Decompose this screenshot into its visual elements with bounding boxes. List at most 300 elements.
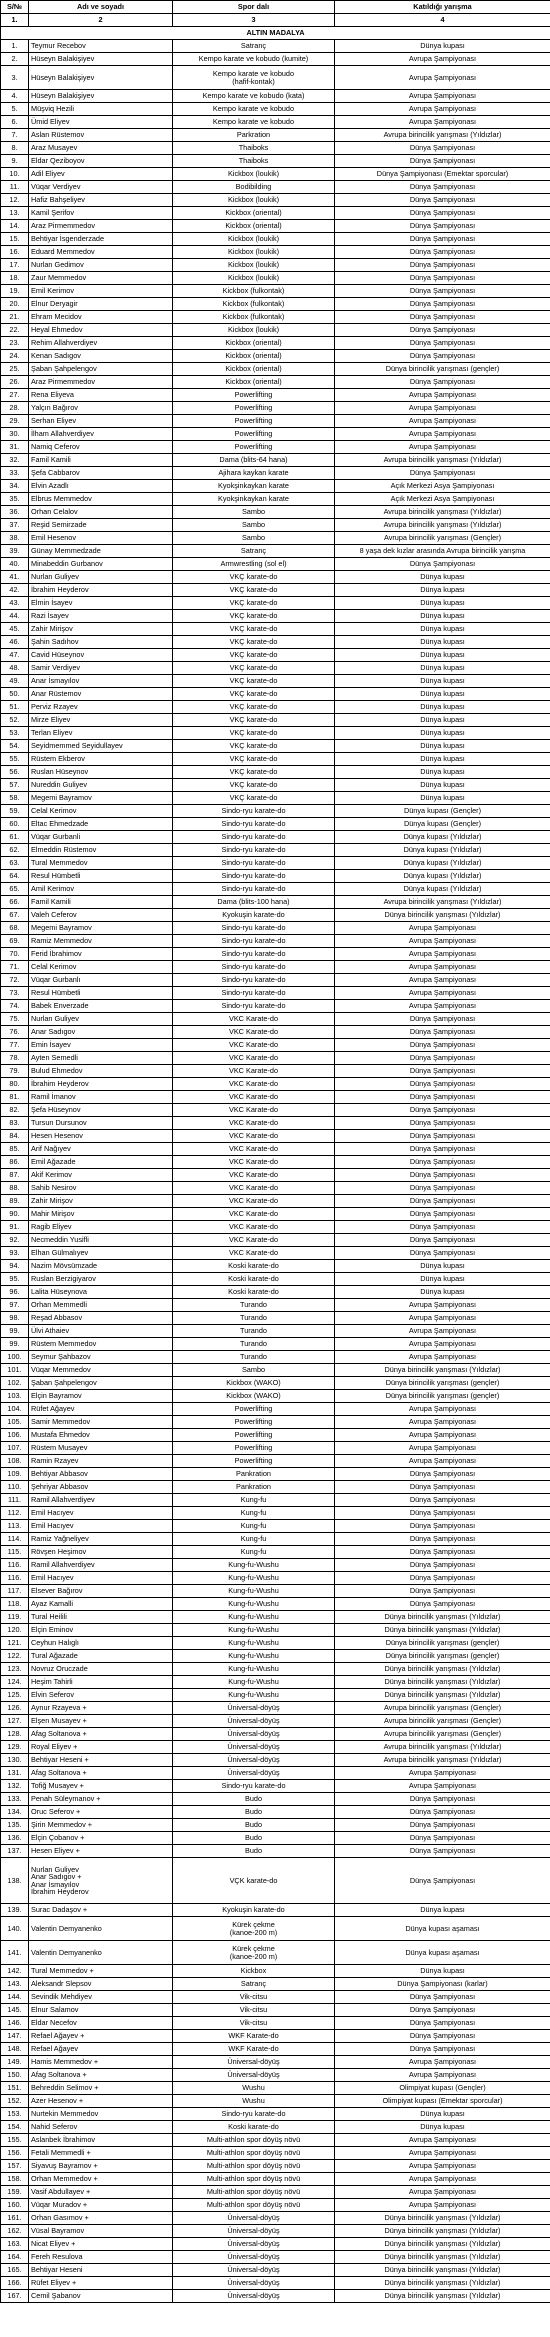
- row-number: 127.: [1, 1715, 29, 1728]
- sport-cell: [173, 961, 335, 974]
- athlete-name: Eldar Necefov: [31, 2018, 77, 2028]
- athlete-name-cell: [29, 1689, 173, 1702]
- athlete-name: Elşen Musayev +: [31, 1716, 87, 1726]
- sport-name: Kickbox (loukik): [227, 260, 280, 270]
- sport-name: VKC Karate-do: [228, 1079, 279, 1089]
- table-row: [1, 597, 550, 610]
- row-number: 34.: [1, 480, 29, 493]
- athlete-name-cell: [29, 285, 173, 298]
- athlete-name: Ragib Eliyev: [31, 1222, 72, 1232]
- competition: Dünya Şampiyonası (karlar): [335, 1978, 550, 1991]
- row-number: 60.: [1, 818, 29, 831]
- row-number: 123.: [1, 1663, 29, 1676]
- competition: Dünya kupası: [335, 753, 550, 766]
- athlete-name-cell: [29, 1468, 173, 1481]
- sport-name: Powerlifting: [234, 1443, 273, 1453]
- athlete-name-cell: [29, 129, 173, 142]
- table-row: [1, 272, 550, 285]
- competition: Dünya Şampiyonası: [335, 1130, 550, 1143]
- sport-cell: [173, 2212, 335, 2225]
- competition: Dünya Şampiyonası: [335, 1507, 550, 1520]
- sport-cell: [173, 311, 335, 324]
- table-row: [1, 519, 550, 532]
- athlete-name-cell: [29, 1637, 173, 1650]
- sport-cell: [173, 1715, 335, 1728]
- athlete-name-cell: [29, 974, 173, 987]
- sport-name: VKC Karate-do: [228, 1196, 279, 1206]
- competition: Dünya Şampiyonası: [335, 1143, 550, 1156]
- athlete-name-cell: [29, 2199, 173, 2212]
- athlete-name-cell: [29, 1416, 173, 1429]
- sport-cell: [173, 220, 335, 233]
- competition: Avrupa Şampiyonası: [335, 987, 550, 1000]
- table-row: [1, 740, 550, 753]
- athlete-name: Tural Heilili: [31, 1612, 67, 1622]
- row-number: 80.: [1, 1078, 29, 1091]
- sport-name: Kickbox (loukik): [227, 195, 280, 205]
- athlete-name-cell: [29, 207, 173, 220]
- athlete-name-cell: [29, 337, 173, 350]
- column-number-row: [1, 14, 550, 27]
- table-row: [1, 40, 550, 53]
- competition: Dünya kupası: [335, 40, 550, 53]
- athlete-name: Eltac Ehmedzade: [31, 819, 89, 829]
- athlete-name-cell: [29, 1455, 173, 1468]
- row-number: 144.: [1, 1991, 29, 2004]
- sport-cell: [173, 1754, 335, 1767]
- sport-name: Dama (blits-100 hana): [217, 897, 290, 907]
- table-row: [1, 324, 550, 337]
- sport-cell: [173, 1689, 335, 1702]
- sport-cell: [173, 779, 335, 792]
- sport-name: Powerlifting: [234, 1417, 273, 1427]
- sport-name: VKC Karate-do: [228, 1183, 279, 1193]
- row-number: 116.: [1, 1572, 29, 1585]
- sport-cell: [173, 1390, 335, 1403]
- sport-cell: [173, 1494, 335, 1507]
- sport-cell: [173, 2043, 335, 2056]
- table-row: [1, 363, 550, 376]
- row-number: 78.: [1, 1052, 29, 1065]
- sport-name: Turando: [240, 1313, 267, 1323]
- sport-cell: [173, 727, 335, 740]
- competition: Dünya Şampiyonası: [335, 1832, 550, 1845]
- athlete-name-cell: [29, 1624, 173, 1637]
- athlete-name-cell: [29, 1000, 173, 1013]
- competition: Dünya Şampiyonası: [335, 1598, 550, 1611]
- sport-name: Sindo-ryu karate-do: [221, 975, 286, 985]
- competition: Dünya Şampiyonası: [335, 350, 550, 363]
- row-number: 126.: [1, 1702, 29, 1715]
- athlete-name: Eduard Memmedov: [31, 247, 95, 257]
- sport-cell: [173, 1520, 335, 1533]
- competition: Dünya Şampiyonası: [335, 1991, 550, 2004]
- table-row: [1, 155, 550, 168]
- competition: Dünya Şampiyonası: [335, 1559, 550, 1572]
- row-number: 132.: [1, 1780, 29, 1793]
- sport-name: Üniversal-döyüş: [227, 1703, 280, 1713]
- competition: Dünya Şampiyonası: [335, 2017, 550, 2030]
- sport-cell: [173, 1546, 335, 1559]
- row-number: 69.: [1, 935, 29, 948]
- row-number: 77.: [1, 1039, 29, 1052]
- sport-name: Kürek çekme: [232, 1944, 275, 1954]
- sport-name: Kürek çekme: [232, 1920, 275, 1930]
- row-number: 152.: [1, 2095, 29, 2108]
- competition: Dünya birincilik yarışması (Yıldızlar): [335, 2290, 550, 2303]
- sport-cell: [173, 1455, 335, 1468]
- sport-cell: [173, 545, 335, 558]
- sport-name: Powerlifting: [234, 429, 273, 439]
- sport-cell: [173, 792, 335, 805]
- athlete-name-cell: [29, 1026, 173, 1039]
- sport-cell: [173, 2108, 335, 2121]
- competition: Dünya kupası: [335, 2121, 550, 2134]
- header-row: [1, 1, 550, 14]
- athlete-name-cell: [29, 1546, 173, 1559]
- row-number: 58.: [1, 792, 29, 805]
- competition: Dünya Şampiyonası: [335, 1845, 550, 1858]
- competition: Avrupa Şampiyonası: [335, 974, 550, 987]
- row-number: 8.: [1, 142, 29, 155]
- row-number: 125.: [1, 1689, 29, 1702]
- table-row: [1, 2212, 550, 2225]
- sport-cell: [173, 1299, 335, 1312]
- sport-name: VKÇ karate-do: [229, 689, 278, 699]
- competition: Dünya Şampiyonası: [335, 1104, 550, 1117]
- row-number: 107.: [1, 1442, 29, 1455]
- athlete-name: İbrahim Heyderov: [31, 1886, 89, 1896]
- competition: Dünya Şampiyonası: [335, 194, 550, 207]
- row-number: 113.: [1, 1520, 29, 1533]
- competition: Avrupa birincilik yarışması (Yıldızlar): [335, 129, 550, 142]
- athlete-name-cell: [29, 1806, 173, 1819]
- athlete-name-cell: [29, 2264, 173, 2277]
- sport-cell: [173, 2017, 335, 2030]
- athlete-name-cell: [29, 1858, 173, 1904]
- athlete-name-cell: [29, 2056, 173, 2069]
- athlete-name: Heyal Ehmedov: [31, 325, 83, 335]
- sport-cell: [173, 441, 335, 454]
- sport-cell: [173, 454, 335, 467]
- table-row: [1, 610, 550, 623]
- table-row: [1, 532, 550, 545]
- competition: Dünya Şampiyonası: [335, 1065, 550, 1078]
- table-row: [1, 948, 550, 961]
- sport-cell: [173, 1806, 335, 1819]
- row-number: 75.: [1, 1013, 29, 1026]
- sport-name: Koski karate-do: [228, 1261, 279, 1271]
- sport-cell: [173, 519, 335, 532]
- sport-cell: [173, 532, 335, 545]
- competition: Dünya kupası: [335, 1286, 550, 1299]
- sport-name: Kung-fu-Wushu: [228, 1573, 279, 1583]
- table-row: [1, 935, 550, 948]
- athlete-name-cell: [29, 1299, 173, 1312]
- sport-name: Multi-athlon spor döyüş növü: [206, 2200, 301, 2210]
- sport-cell: [173, 1065, 335, 1078]
- athlete-name: Vüqar Muradov +: [31, 2200, 88, 2210]
- row-number: 141.: [1, 1941, 29, 1965]
- row-number: 93.: [1, 1247, 29, 1260]
- table-row: [1, 2017, 550, 2030]
- competition: Dünya kupası: [335, 649, 550, 662]
- table-row: [1, 1091, 550, 1104]
- sport-name: Kung-fu: [240, 1508, 267, 1518]
- sport-name: Multi-athlon spor döyüş növü: [206, 2148, 301, 2158]
- athlete-name: Minabeddin Gurbanov: [31, 559, 103, 569]
- sport-name: Kempo karate ve kobudo (kumite): [198, 54, 309, 64]
- sport-cell: [173, 896, 335, 909]
- sport-name: Üniversal-döyüş: [227, 1768, 280, 1778]
- sport-name: VKC Karate-do: [228, 1209, 279, 1219]
- athlete-name-cell: [29, 1767, 173, 1780]
- competition: Avrupa Şampiyonası: [335, 2134, 550, 2147]
- athlete-name-cell: [29, 155, 173, 168]
- table-row: [1, 2108, 550, 2121]
- athlete-name-cell: [29, 1325, 173, 1338]
- athlete-name: Vüqar Memmedov: [31, 1365, 91, 1375]
- sport-name: Sambo: [241, 507, 266, 517]
- athlete-name-cell: [29, 2069, 173, 2082]
- sport-cell: [173, 2030, 335, 2043]
- sport-name: Üniversal-döyüş: [227, 2265, 280, 2275]
- athlete-name: Araz Pirmemmedov: [31, 221, 96, 231]
- row-number: 145.: [1, 2004, 29, 2017]
- sport-name: Budo: [244, 1794, 263, 1804]
- sport-name: VKÇ karate-do: [229, 754, 278, 764]
- table-row: [1, 2160, 550, 2173]
- sport-cell: [173, 571, 335, 584]
- sport-cell: [173, 688, 335, 701]
- athlete-name-cell: [29, 1156, 173, 1169]
- table-row: [1, 649, 550, 662]
- table-row: [1, 2290, 550, 2303]
- row-number: 31.: [1, 441, 29, 454]
- athlete-name: Afag Soltanova +: [31, 2070, 87, 2080]
- athlete-name: Vüqar Verdiyev: [31, 182, 81, 192]
- athlete-name-cell: [29, 40, 173, 53]
- athlete-name-cell: [29, 818, 173, 831]
- sport-cell: [173, 1481, 335, 1494]
- table-row: [1, 1117, 550, 1130]
- sport-cell: [173, 1663, 335, 1676]
- athlete-name-cell: [29, 896, 173, 909]
- athlete-name: Müşviq Hezili: [31, 104, 74, 114]
- sport-cell: [173, 1143, 335, 1156]
- sport-name: Koski karate-do: [228, 2122, 279, 2132]
- athlete-name: Elhan Gülmalıyev: [31, 1248, 89, 1258]
- sport-name: Budo: [244, 1846, 263, 1856]
- row-number: 122.: [1, 1650, 29, 1663]
- athlete-name: Namiq Ceferov: [31, 442, 80, 452]
- row-number: 74.: [1, 1000, 29, 1013]
- table-row: [1, 1130, 550, 1143]
- table-row: [1, 1390, 550, 1403]
- table-row: [1, 506, 550, 519]
- table-row: [1, 207, 550, 220]
- table-row: [1, 116, 550, 129]
- athlete-name-cell: [29, 1941, 173, 1965]
- table-row: [1, 2069, 550, 2082]
- table-row: [1, 1182, 550, 1195]
- athlete-name: Reşid Semirzade: [31, 520, 87, 530]
- sport-cell: [173, 1247, 335, 1260]
- sport-name: Wushu: [242, 2083, 265, 2093]
- sport-cell: [173, 1117, 335, 1130]
- table-row: [1, 1611, 550, 1624]
- athlete-name: Rövşen Heşimov: [31, 1547, 87, 1557]
- table-row: [1, 2095, 550, 2108]
- table-row: [1, 1260, 550, 1273]
- table-row: [1, 2121, 550, 2134]
- row-number: 46.: [1, 636, 29, 649]
- sport-cell: [173, 1169, 335, 1182]
- sport-name: Satranç: [240, 1979, 267, 1989]
- athlete-name: Aynur Rzayeva +: [31, 1703, 87, 1713]
- athlete-name: Vüqar Gurbanli: [31, 832, 81, 842]
- athlete-name: Amil Kerimov: [31, 884, 74, 894]
- sport-name: Kung-fu-Wushu: [228, 1586, 279, 1596]
- table-row: [1, 1169, 550, 1182]
- sport-name: VKC Karate-do: [228, 1105, 279, 1115]
- table-row: [1, 1793, 550, 1806]
- athlete-name: Cemil Şabanov: [31, 2291, 81, 2301]
- competition: Avrupa Şampiyonası: [335, 2186, 550, 2199]
- athlete-name-cell: [29, 2212, 173, 2225]
- table-row: [1, 2056, 550, 2069]
- athlete-name-cell: [29, 259, 173, 272]
- competition: Avrupa birincilik yarışması (Yıldızlar): [335, 1754, 550, 1767]
- competition: Dünya kupası: [335, 740, 550, 753]
- competition: Avrupa birincilik yarışması (Yıldızlar): [335, 506, 550, 519]
- sport-cell: [173, 636, 335, 649]
- competition: Avrupa Şampiyonası: [335, 2173, 550, 2186]
- sport-cell: [173, 2004, 335, 2017]
- athlete-name-cell: [29, 1917, 173, 1941]
- athlete-name: Bulud Ehmedov: [31, 1066, 83, 1076]
- table-row: [1, 1000, 550, 1013]
- row-number: 18.: [1, 272, 29, 285]
- sport-cell: [173, 1559, 335, 1572]
- athlete-name: Şaban Şahpelengov: [31, 364, 97, 374]
- sport-cell: [173, 2082, 335, 2095]
- competition: Dünya Şampiyonası: [335, 259, 550, 272]
- athlete-name: Günay Memmedzade: [31, 546, 101, 556]
- sport-cell: [173, 1221, 335, 1234]
- competition: Dünya birincilik yarışması (Yıldızlar): [335, 2251, 550, 2264]
- athlete-name: Elçin Çobanov +: [31, 1833, 85, 1843]
- table-row: [1, 1403, 550, 1416]
- table-row: [1, 1991, 550, 2004]
- sport-name: VKÇ karate-do: [229, 793, 278, 803]
- competition: Avrupa Şampiyonası: [335, 415, 550, 428]
- row-number: 150.: [1, 2069, 29, 2082]
- row-number: 143.: [1, 1978, 29, 1991]
- col-number-sport: 3: [173, 14, 335, 27]
- competition: Dünya kupası: [335, 792, 550, 805]
- competition: Dünya Şampiyonası: [335, 1572, 550, 1585]
- sport-cell: [173, 701, 335, 714]
- table-row: [1, 1702, 550, 1715]
- athlete-name: Aslanbek İbrahimov: [31, 2135, 96, 2145]
- sport-cell: [173, 1234, 335, 1247]
- table-row: [1, 753, 550, 766]
- row-number: 164.: [1, 2251, 29, 2264]
- sport-name: Sindo-ryu karate-do: [221, 1001, 286, 1011]
- row-number: 51.: [1, 701, 29, 714]
- competition: Dünya Şampiyonası: [335, 1091, 550, 1104]
- competition: Dünya Şampiyonası: [335, 1546, 550, 1559]
- sport-name: VKC Karate-do: [228, 1131, 279, 1141]
- competition: Dünya Şampiyonası: [335, 2043, 550, 2056]
- table-row: [1, 1078, 550, 1091]
- athlete-name-cell: [29, 571, 173, 584]
- table-row: [1, 1858, 550, 1904]
- table-row: [1, 298, 550, 311]
- sport-cell: [173, 1858, 335, 1904]
- sport-cell: [173, 506, 335, 519]
- table-row: [1, 1416, 550, 1429]
- sport-name: Powerlifting: [234, 1456, 273, 1466]
- athlete-name-cell: [29, 623, 173, 636]
- sport-name: VKC Karate-do: [228, 1170, 279, 1180]
- athlete-name: Ramil Allahverdiyev: [31, 1560, 95, 1570]
- competition: Olimpiyat kupası (Gençler): [335, 2082, 550, 2095]
- sport-name: Multi-athlon spor döyüş növü: [206, 2161, 301, 2171]
- row-number: 151.: [1, 2082, 29, 2095]
- athlete-name-cell: [29, 2290, 173, 2303]
- competition: Avrupa Şampiyonası: [335, 428, 550, 441]
- row-number: 96.: [1, 1286, 29, 1299]
- sport-name: Budo: [244, 1807, 263, 1817]
- row-number: 148.: [1, 2043, 29, 2056]
- athlete-name-cell: [29, 1351, 173, 1364]
- row-number: 155.: [1, 2134, 29, 2147]
- competition: Avrupa Şampiyonası: [335, 1780, 550, 1793]
- row-number: 167.: [1, 2290, 29, 2303]
- athlete-name-cell: [29, 779, 173, 792]
- athlete-name-cell: [29, 350, 173, 363]
- sport-cell: [173, 2147, 335, 2160]
- athlete-name-cell: [29, 909, 173, 922]
- athlete-name: Vüsal Bayramov: [31, 2226, 85, 2236]
- sport-name: VKÇ karate-do: [229, 663, 278, 673]
- athlete-name: Ayten Semedli: [31, 1053, 78, 1063]
- sport-cell: [173, 987, 335, 1000]
- col-number-competition: 4: [335, 14, 550, 27]
- table-row: [1, 2251, 550, 2264]
- athlete-name: Ferid İbrahimov: [31, 949, 82, 959]
- sport-cell: [173, 623, 335, 636]
- competition: Dünya kupası: [335, 597, 550, 610]
- athlete-name-cell: [29, 1507, 173, 1520]
- athlete-name: Nazim Mövsümzade: [31, 1261, 98, 1271]
- athlete-name: Royal Eliyev +: [31, 1742, 78, 1752]
- sport-cell: [173, 2160, 335, 2173]
- competition: Dünya kupası: [335, 1273, 550, 1286]
- sport-name: Turando: [240, 1300, 267, 1310]
- athlete-name: Ayaz Kamalli: [31, 1599, 74, 1609]
- row-number: 94.: [1, 1260, 29, 1273]
- sport-cell: [173, 2225, 335, 2238]
- athlete-name: Nurlan Guliyev: [31, 572, 79, 582]
- sport-cell: [173, 493, 335, 506]
- sport-name: Pankration: [236, 1482, 271, 1492]
- sport-cell: [173, 181, 335, 194]
- sport-name: Sindo-ryu karate-do: [221, 962, 286, 972]
- competition: Avrupa Şampiyonası: [335, 2056, 550, 2069]
